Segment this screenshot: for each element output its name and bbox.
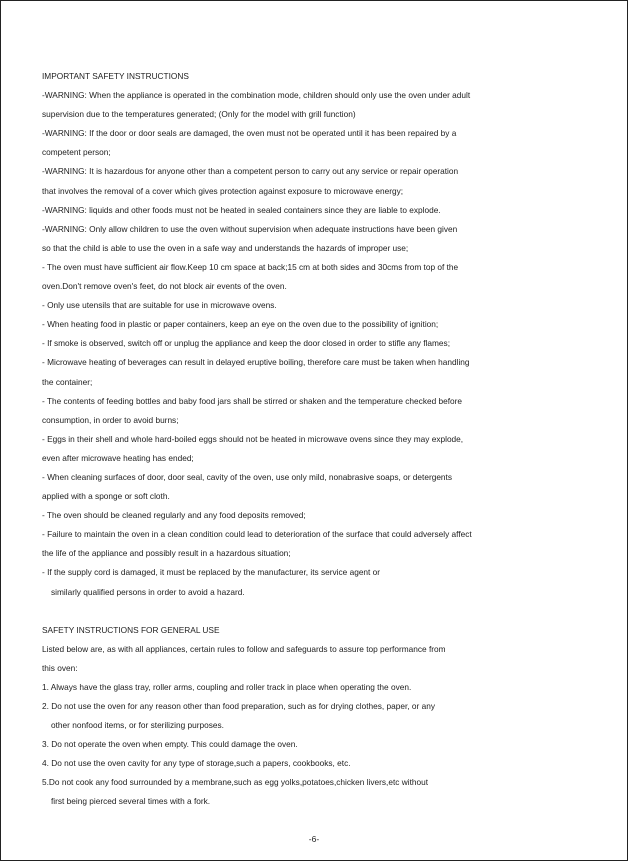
list-item-continuation: first being pierced several times with a fork. <box>51 796 211 807</box>
text-line: the container; <box>42 376 93 387</box>
text-line: - The contents of feeding bottles and baby food jars shall be stirred or shaken and the temperature checked before <box>42 395 463 406</box>
list-item: 5.Do not cook any food surrounded by a membrane,such as egg yolks,potatoes,chicken livers,etc without <box>42 777 429 788</box>
text-line: - When heating food in plastic or paper containers, keep an eye on the oven due to the possibility of ignition; <box>42 319 439 330</box>
list-item-continuation: other nonfood items, or for sterilizing purposes. <box>51 720 224 731</box>
text-line: - If smoke is observed, switch off or unplug the appliance and keep the door closed in order to stifle any flames; <box>42 338 451 349</box>
text-line: -WARNING: Only allow children to use the oven without supervision when adequate instructions have been given <box>42 223 458 234</box>
text-line: that involves the removal of a cover which gives protection against exposure to microwave energy; <box>42 185 404 196</box>
text-line: - Eggs in their shell and whole hard-boiled eggs should not be heated in microwave ovens since they may explode, <box>42 433 464 444</box>
text-line: even after microwave heating has ended; <box>42 452 194 463</box>
text-line: -WARNING: liquids and other foods must not be heated in sealed containers since they are liable to explode. <box>42 204 441 215</box>
text-line: consumption, in order to avoid burns; <box>42 414 179 425</box>
list-item: 2. Do not use the oven for any reason other than food preparation, such as for drying clothes, paper, or any <box>42 701 435 711</box>
page-content <box>42 67 598 812</box>
text-line: - The oven should be cleaned regularly and any food deposits removed; <box>42 510 306 521</box>
text-line: -WARNING: When the appliance is operated in the combination mode, children should only use the oven under adult <box>42 90 471 101</box>
list-item: 3. Do not operate the oven when empty. This could damage the oven. <box>42 739 298 750</box>
text-line: oven.Don't remove oven's feet, do not block air events of the oven. <box>42 281 287 292</box>
section-body-general-use <box>42 640 598 812</box>
text-line: so that the child is able to use the oven in a safe way and understands the hazards of improper use; <box>42 242 409 253</box>
text-line: - Microwave heating of beverages can result in delayed eruptive boiling, therefore care must be taken when handling <box>42 357 470 368</box>
text-line: - Only use utensils that are suitable for use in microwave ovens. <box>42 300 277 311</box>
text-line: - When cleaning surfaces of door, door seal, cavity of the oven, use only mild, nonabrasive soaps, or detergents <box>42 471 453 482</box>
section-heading-general-use: SAFETY INSTRUCTIONS FOR GENERAL USE <box>42 624 220 635</box>
text-line: this oven: <box>42 662 78 673</box>
text-line: - The oven must have sufficient air flow.Keep 10 cm space at back;15 cm at both sides and 30cms from top of the <box>42 261 459 272</box>
list-item: 4. Do not use the oven cavity for any type of storage,such a papers, cookbooks, etc. <box>42 758 351 769</box>
text-line: similarly qualified persons in order to avoid a hazard. <box>51 586 245 597</box>
text-line: -WARNING: If the door or door seals are damaged, the oven must not be operated until it has been repaired by a <box>42 128 457 139</box>
section-body-important-safety <box>42 86 598 602</box>
page-number: -6- <box>308 834 320 844</box>
text-line: the life of the appliance and possibly result in a hazardous situation; <box>42 548 291 559</box>
list-item: 1. Always have the glass tray, roller arms, coupling and roller track in place when operating the oven. <box>42 681 412 692</box>
text-line: - If the supply cord is damaged, it must be replaced by the manufacturer, its service agent or <box>42 567 381 578</box>
text-line: competent person; <box>42 147 111 158</box>
text-line: applied with a sponge or soft cloth. <box>42 491 170 502</box>
text-line: - Failure to maintain the oven in a clean condition could lead to deterioration of the surface that could adversely affect <box>42 529 472 540</box>
text-line: Listed below are, as with all appliances, certain rules to follow and safeguards to assure top performance from <box>42 643 446 654</box>
text-line: -WARNING: It is hazardous for anyone other than a competent person to carry out any service or repair operation <box>42 166 459 177</box>
section-heading-important-safety: IMPORTANT SAFETY INSTRUCTIONS <box>42 71 189 81</box>
text-line: supervision due to the temperatures generated; (Only for the model with grill function) <box>42 109 356 120</box>
